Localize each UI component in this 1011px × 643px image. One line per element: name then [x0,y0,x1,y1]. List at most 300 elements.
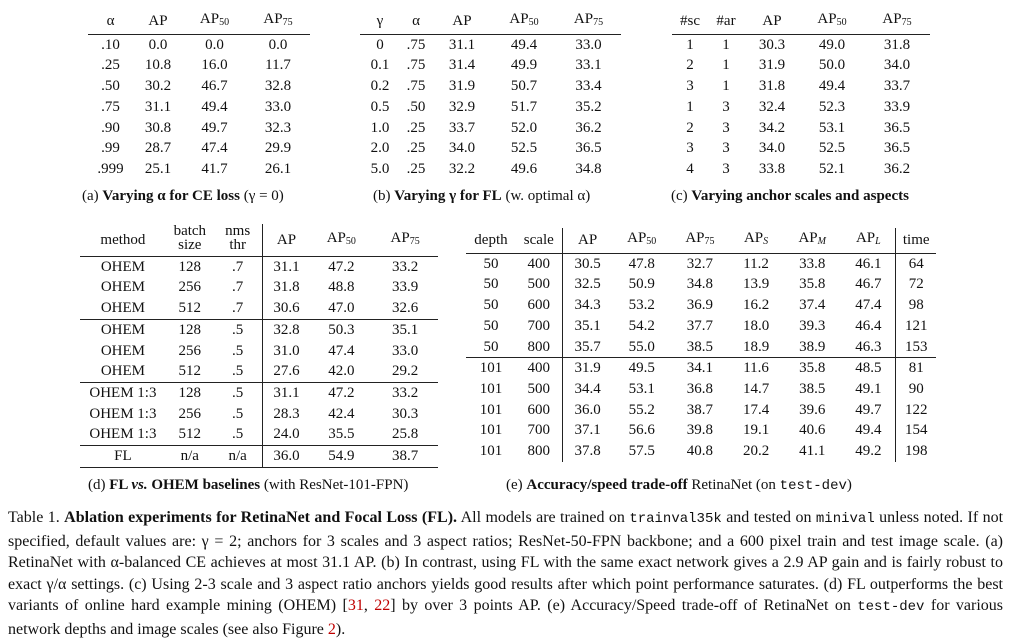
table-row [672,76,930,97]
table-cell: 33.0 [264,98,292,115]
table-cell: 800 [516,441,562,462]
table-cell: 33.0 [391,342,419,359]
table-cell: 49.0 [818,36,846,53]
header-ap: AP [744,9,800,34]
table-cell: 31.4 [448,57,476,74]
table-cell: .90 [101,119,120,136]
table-cell: 500 [516,379,562,400]
table-cell: 31.1 [262,382,310,403]
table-cell: 13.9 [742,276,770,293]
header-apl: $AP_L$ [841,228,896,253]
table-cell: 3 [722,98,730,115]
table-cell: 36.5 [575,140,602,157]
table-cell: 101 [466,358,516,379]
table-cell: 31.1 [144,98,172,115]
table-row [466,337,936,358]
table-cell: 33.7 [448,119,476,136]
header-scale: scale [516,228,562,253]
table-cell: 72 [908,276,924,293]
table-cell: 30.2 [144,78,172,95]
table-cell: .7 [214,298,262,319]
table-cell: 55.2 [628,401,655,418]
table-cell: 50 [483,276,499,293]
table-cell: 29.9 [264,140,292,157]
table-cell: 39.6 [799,401,826,418]
table-cell: 34.2 [758,119,786,136]
table-cell: 256 [178,342,202,359]
table-row [360,55,621,76]
table-cell: 36.2 [575,119,602,136]
table-cell: 52.5 [818,140,846,157]
table-cell: 36.2 [883,160,911,177]
table-cell: 47.2 [310,382,372,403]
table-cell: OHEM [100,363,146,380]
table-cell: 41.1 [799,443,826,460]
table-cell: 50 [483,317,499,334]
table-cell: .999 [97,160,124,177]
header-ap50: $AP_{50}$ [183,9,246,34]
table-cell: 1 [686,98,694,115]
header-ap: AP [562,228,612,253]
table-cell: 3 [722,140,730,157]
table-cell: 49.4 [510,36,538,53]
table-row [466,441,936,462]
header-gamma: γ [360,9,400,34]
table-cell: 53.2 [628,297,655,314]
table-cell: 153 [904,338,928,355]
table-cell: 37.4 [799,297,826,314]
header-ap50: $AP_{50}$ [492,9,556,34]
table-row [80,277,438,298]
table-cell: 35.1 [372,319,438,340]
table-row [88,97,310,118]
table-cell: 47.4 [841,295,896,316]
header-ap75: $AP_{75}$ [556,9,621,34]
table-row [80,298,438,319]
table-cell: 11.7 [265,57,291,74]
table-row [88,55,310,76]
table-cell: 37.8 [574,443,601,460]
table-cell: 30.3 [391,405,419,422]
table-cell: 198 [904,443,928,460]
table-cell: 3 [686,78,694,95]
header-ap75: $AP_{75}$ [864,9,930,34]
header-depth: depth [466,228,516,253]
table-cell: .75 [101,98,120,115]
table-cell: 32.3 [264,119,292,136]
table-row [360,97,621,118]
table-cell: 0.5 [370,98,390,115]
table-cell: n/a [214,446,262,468]
table-cell: 98 [908,297,924,314]
table-cell: .25 [101,57,120,74]
table-cell: 49.5 [613,358,671,379]
header-apm: $AP_M$ [783,228,841,253]
table-row [80,446,438,468]
table-cell: 4 [686,160,694,177]
table-row [672,55,930,76]
table-cell: 31.8 [758,78,786,95]
table-cell: 50.3 [310,319,372,340]
table-c [672,9,930,180]
header-batch-size: batch size [166,224,214,256]
table-cell: 32.4 [758,98,786,115]
table-cell: 90 [908,380,924,397]
table-row [80,341,438,362]
table-cell: 33.8 [799,255,826,272]
table-cell: 18.9 [742,338,770,355]
table-cell: 49.4 [818,78,846,95]
table-row [80,404,438,425]
table-cell: 35.1 [574,317,601,334]
table-cell: .25 [406,140,426,157]
table-cell: 33.2 [372,382,438,403]
table-cell: 34.0 [758,140,786,157]
table-cell: 1 [722,78,730,95]
table-cell: 40.6 [799,422,826,439]
table-cell: .5 [214,341,262,362]
header-time: time [896,228,936,253]
citation-22[interactable]: 22 [374,597,391,614]
table-cell: 51.7 [510,98,538,115]
table-cell: 46.7 [201,78,228,95]
table-cell: OHEM [100,279,146,296]
table-row [88,76,310,97]
table-cell: 54.9 [310,446,372,468]
table-cell: 34.0 [448,140,476,157]
table-cell: 32.9 [448,98,476,115]
table-cell: 46.3 [841,337,896,358]
header-aps: $AP_S$ [729,228,783,253]
table-cell: .5 [214,319,262,340]
table-cell: 56.6 [628,422,655,439]
table-cell: OHEM 1:3 [89,405,157,422]
table-cell: 52.1 [818,160,846,177]
table-cell: 3 [722,160,730,177]
table-cell: 49.1 [841,379,896,400]
table-cell: 50.7 [510,78,538,95]
table-cell: 34.1 [671,358,729,379]
table-cell: 400 [516,253,562,274]
table-cell: 20.2 [742,443,770,460]
table-cell: 101 [479,422,503,439]
table-cell: 54.2 [628,317,655,334]
table-cell: 52.0 [510,119,538,136]
table-cell: OHEM [100,300,146,317]
table-cell: 19.1 [742,422,770,439]
table-cell: 2 [686,119,694,136]
table-cell: 18.0 [742,317,770,334]
table-row [88,138,310,159]
table-cell: .75 [406,78,426,95]
table-row [360,118,621,139]
table-cell: 40.8 [686,443,714,460]
table-cell: 34.3 [574,297,601,314]
table-cell: 11.6 [729,358,783,379]
table-row [672,34,930,55]
table-cell: 256 [178,405,202,422]
table-cell: OHEM [100,258,146,275]
table-row [360,159,621,180]
header-ap50: $AP_{50}$ [310,224,372,256]
table-row [88,34,310,55]
table-cell: 50 [483,297,499,314]
table-row [466,253,936,274]
table-cell: .10 [101,36,120,53]
table-cell: 128 [178,258,202,275]
table-cell: 26.1 [264,160,292,177]
table-cell: 16.2 [742,297,770,314]
table-cell: 28.7 [144,140,172,157]
table-cell: 35.8 [799,276,826,293]
table-cell: 25.1 [144,160,172,177]
table-cell: 33.9 [883,98,911,115]
table-cell: 0.0 [268,36,288,53]
table-cell: 128 [166,319,214,340]
table-cell: 49.7 [201,119,228,136]
table-cell: 42.0 [328,363,355,380]
table-row [80,424,438,445]
table-cell: 49.7 [841,400,896,421]
table-cell: 35.8 [783,358,841,379]
table-cell: 33.7 [883,78,911,95]
table-cell: 10.8 [144,57,172,74]
table-cell: 256 [178,279,202,296]
table-cell: 0.0 [148,36,168,53]
table-cell: FL [80,446,166,468]
table-cell: 600 [516,295,562,316]
header-ap: AP [133,9,183,34]
table-cell: 33.9 [391,279,419,296]
table-cell: 700 [516,420,562,441]
table-cell: 48.8 [328,279,355,296]
table-cell: 39.8 [686,422,714,439]
table-cell: 49.9 [510,57,538,74]
table-cell: 38.7 [372,446,438,468]
table-cell: n/a [166,446,214,468]
table-d [80,224,438,468]
table-cell: 38.7 [686,401,714,418]
header-ap50: $AP_{50}$ [613,228,671,253]
table-cell: 50.0 [818,57,846,74]
table-row [466,274,936,295]
table-cell: 38.9 [799,338,826,355]
table-cell: 41.7 [201,160,228,177]
table-cell: 57.5 [628,443,655,460]
header-ap: AP [262,224,310,256]
table-cell: 34.8 [686,276,714,293]
table-cell: 11.2 [743,255,769,272]
table-cell: 32.8 [264,78,292,95]
table-cell: 28.3 [273,405,300,422]
table-cell: 31.0 [273,342,300,359]
table-cell: 14.7 [742,380,770,397]
table-cell: 50.9 [628,276,655,293]
table-cell: 101 [479,380,503,397]
table-cell: 46.7 [841,274,896,295]
table-cell: 1.0 [370,119,390,136]
table-cell: 36.9 [686,297,714,314]
table-cell: 24.0 [273,426,300,443]
table-cell: 49.4 [201,98,228,115]
table-cell: 52.5 [510,140,538,157]
table-row [466,316,936,337]
header-ap50: $AP_{50}$ [800,9,864,34]
table-cell: 36.5 [883,140,911,157]
table-cell: OHEM 1:3 [80,382,166,403]
table-cell: 33.0 [575,36,602,53]
table-cell: 49.2 [841,441,896,462]
table-cell: 37.1 [574,422,601,439]
table-cell: 33.1 [575,57,602,74]
table-row [88,118,310,139]
header-alpha: α [88,9,133,34]
table-cell: 47.0 [328,300,355,317]
table-cell: 52.3 [818,98,846,115]
table-cell: 53.1 [628,380,655,397]
table-cell: 3 [722,119,730,136]
table-cell: 17.4 [742,401,770,418]
table-cell: .7 [214,277,262,298]
table-row [466,379,936,400]
caption-c: (c) Varying anchor scales and aspects [671,188,909,204]
table-cell: 3 [686,140,694,157]
header-ap75: $AP_{75}$ [246,9,310,34]
table-cell: .25 [406,119,426,136]
table-cell: 34.8 [575,160,602,177]
caption-e: (e) Accuracy/speed trade-off RetinaNet (on test-dev) [506,477,852,494]
table-cell: 33.4 [575,78,602,95]
table-cell: 30.6 [273,300,300,317]
header-sc: #sc [672,9,708,34]
table-cell: 50 [483,338,499,355]
table-cell: 700 [516,316,562,337]
table-cell: 31.9 [758,57,786,74]
table-cell: 121 [904,317,928,334]
table-row [672,138,930,159]
table-cell: .75 [406,57,426,74]
table-cell: .50 [101,78,120,95]
table-cell: 0.1 [370,57,390,74]
table-cell: 81 [896,358,936,379]
table-row [80,256,438,277]
table-cell: 36.0 [262,446,310,468]
table-cell: 30.5 [574,255,601,272]
header-ap75: $AP_{75}$ [372,224,438,256]
table-cell: .25 [406,160,426,177]
table-cell: 30.8 [144,119,172,136]
caption-b: (b) Varying γ for FL (w. optimal α) [373,188,591,204]
caption-d-bold: FL vs. OHEM baselines [109,477,261,493]
table-cell: 35.2 [575,98,602,115]
table-cell: .5 [214,361,262,382]
table-cell: 25.8 [391,426,419,443]
figure-ref-2[interactable]: 2 [327,620,336,638]
table-cell: 31.1 [273,258,300,275]
table-cell: 46.4 [841,316,896,337]
table-cell: 35.7 [574,338,601,355]
table-caption: Table 1. Ablation experiments for RetinaNet and Focal Loss (FL). All models are trained on trainval35k and tested on minival unless noted. If not specified, default values are: γ = 2; anchors for 3 scales and 3 aspect ratios; ResNet-50-FPN backbone; and a 600 pixel train and test image scale. (a) RetinaNet with α-balanced CE achieves at most 31.1 AP. (b) In contrast, using FL with the same exact network gives a 2.9 AP gain and is fairly robust to exact γ/α settings. (c) Using 2-3 scale and 3 aspect ratio anchors yields good results after which point performance saturates. (d) FL outperforms the best variants of online hard example mining (OHEM) [31, 22] by over 3 points AP. (e) Accuracy/Speed trade-off of RetinaNet on test-dev for various network depths and image scales (see also Figure 2). [8,509,1004,638]
header-ar: #ar [708,9,744,34]
table-row [672,159,930,180]
table-cell: .5 [214,382,262,403]
table-cell: .75 [406,36,426,53]
table-row [466,400,936,421]
table-cell: 34.4 [574,380,601,397]
table-row [80,319,438,340]
header-ap: AP [432,9,492,34]
table-cell: .50 [406,98,426,115]
table-cell: 35.5 [328,426,355,443]
table-cell: 32.7 [686,255,714,272]
table-cell: 49.4 [841,420,896,441]
table-row [466,295,936,316]
table-cell: 122 [904,401,928,418]
table-cell: 48.5 [841,358,896,379]
header-method: method [80,224,166,256]
table-cell: 1 [686,36,694,53]
table-cell: 101 [479,401,503,418]
table-row [88,159,310,180]
table-cell: 47.4 [328,342,355,359]
table-cell: OHEM 1:3 [89,426,157,443]
table-cell: 47.4 [201,140,228,157]
table-cell: 36.8 [686,380,714,397]
table-cell: 33.8 [758,160,786,177]
table-cell: .5 [214,424,262,445]
table-cell: 31.9 [448,78,476,95]
table-row [672,97,930,118]
table-cell: OHEM [80,319,166,340]
table-cell: 46.1 [841,253,896,274]
table-row [80,382,438,403]
table-cell: 49.6 [510,160,538,177]
table-cell: 1 [722,57,730,74]
table-cell: 500 [516,274,562,295]
table-cell: 0.2 [370,78,390,95]
table-cell: 32.6 [391,300,419,317]
header-nms-thr: nms thr [214,224,262,256]
table-cell: 800 [516,337,562,358]
table-cell: 47.2 [328,258,355,275]
table-cell: 2.0 [370,140,390,157]
table-cell: 600 [516,400,562,421]
citation-31[interactable]: 31 [347,597,364,614]
table-cell: 36.5 [883,119,911,136]
table-cell: 32.8 [262,319,310,340]
table-cell: 42.4 [328,405,355,422]
table-row [360,76,621,97]
table-cell: 33.2 [391,258,419,275]
table-row [672,118,930,139]
table-cell: 101 [479,443,503,460]
table-cell: 128 [166,382,214,403]
table-row [466,420,936,441]
header-ap75: $AP_{75}$ [671,228,729,253]
table-row [80,361,438,382]
table-cell: 47.8 [628,255,655,272]
table-cell: .7 [214,256,262,277]
table-cell: 31.8 [883,36,911,53]
table-cell: 38.5 [686,338,714,355]
table-cell: 154 [904,422,928,439]
table-cell: 0.0 [205,36,224,53]
table-cell: 34.0 [883,57,911,74]
table-cell: .99 [101,140,120,157]
table-cell: 1 [722,36,730,53]
table-cell: 31.8 [273,279,300,296]
table-cell: .5 [214,404,262,425]
